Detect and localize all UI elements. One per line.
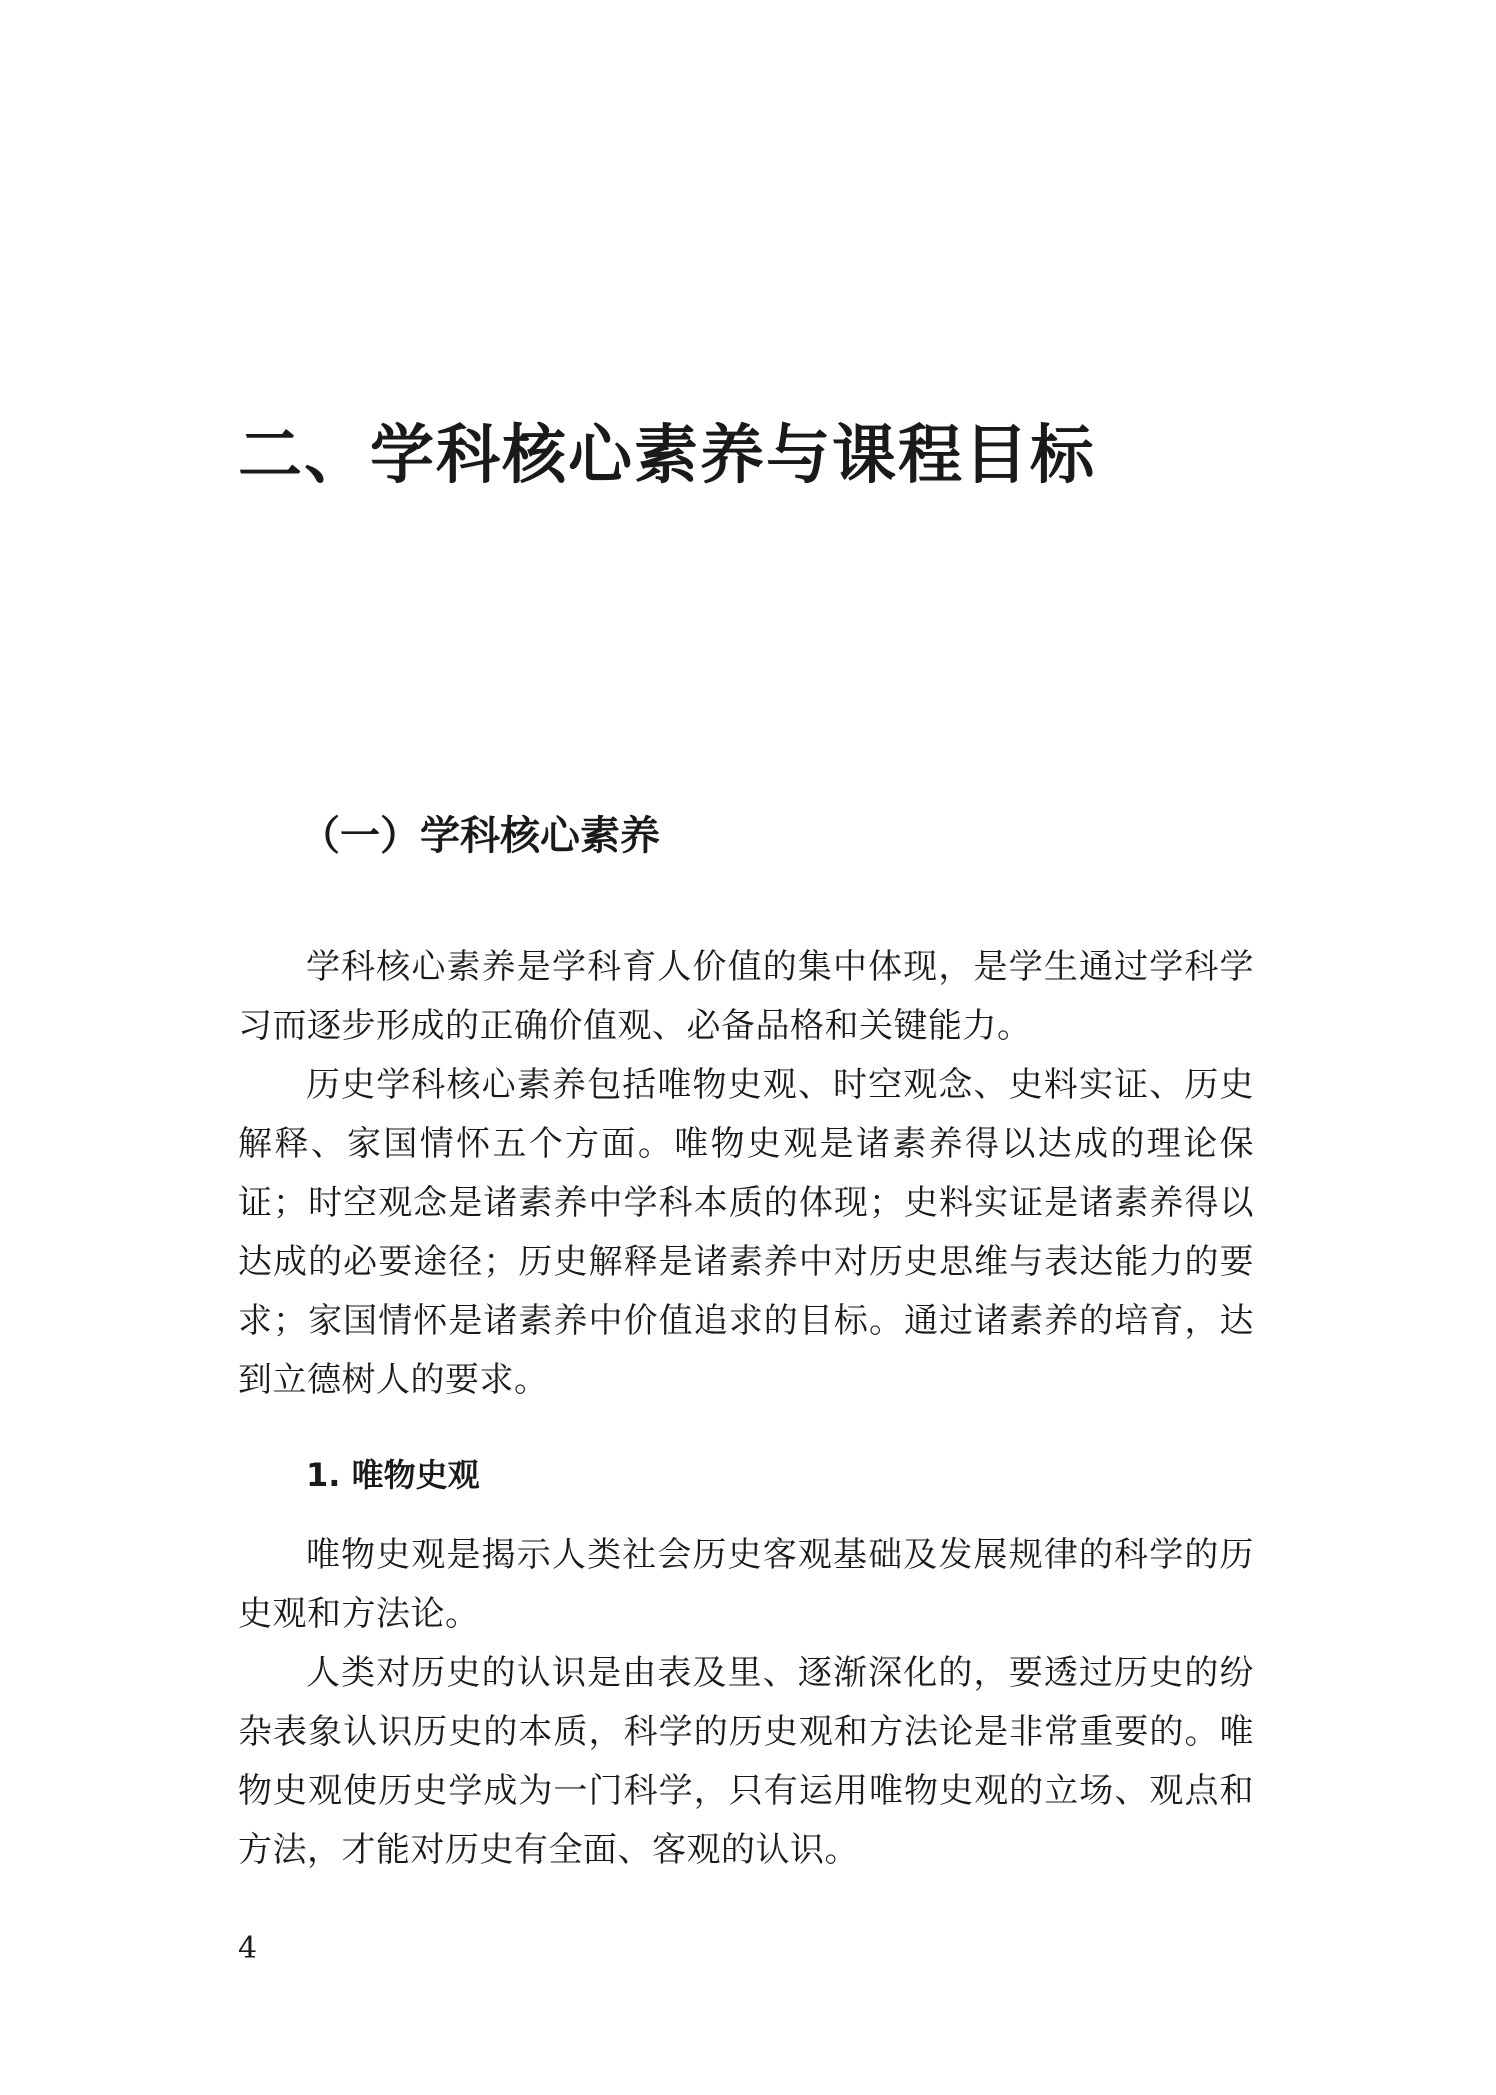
chapter-title: 二、学科核心素养与课程目标 [238,419,1096,493]
intro-paragraph: 学科核心素养是学科育人价值的集中体现，是学生通过学科学习而逐步形成的正确价值观、必备品格和关键能力。 [238,947,1254,1046]
subsection-paragraph: 人类对历史的认识是由表及里、逐渐深化的，要透过历史的纷杂表象认识历史的本质，科学的历史观和方法论是非常重要的。唯物史观使历史学成为一门科学，只有运用唯物史观的立场、观点和方法，才能对历史有全面、客观的认识。 [238,1653,1254,1870]
intro-body [238,938,1254,1410]
subsection-body [238,1526,1254,1880]
intro-paragraph: 历史学科核心素养包括唯物史观、时空观念、史料实证、历史解释、家国情怀五个方面。唯物史观是诸素养得以达成的理论保证；时空观念是诸素养中学科本质的体现；史料实证是诸素养得以达成的必要途径；历史解释是诸素养中对历史思维与表达能力的要求；家国情怀是诸素养中价值追求的目标。通过诸素养的培育，达到立德树人的要求。 [238,1065,1254,1400]
section-title: （一）学科核心素养 [300,813,660,859]
subsection-title: 1. 唯物史观 [306,1456,480,1494]
page-number: 4 [238,1931,258,1966]
subsection-paragraph: 唯物史观是揭示人类社会历史客观基础及发展规律的科学的历史观和方法论。 [238,1535,1254,1634]
